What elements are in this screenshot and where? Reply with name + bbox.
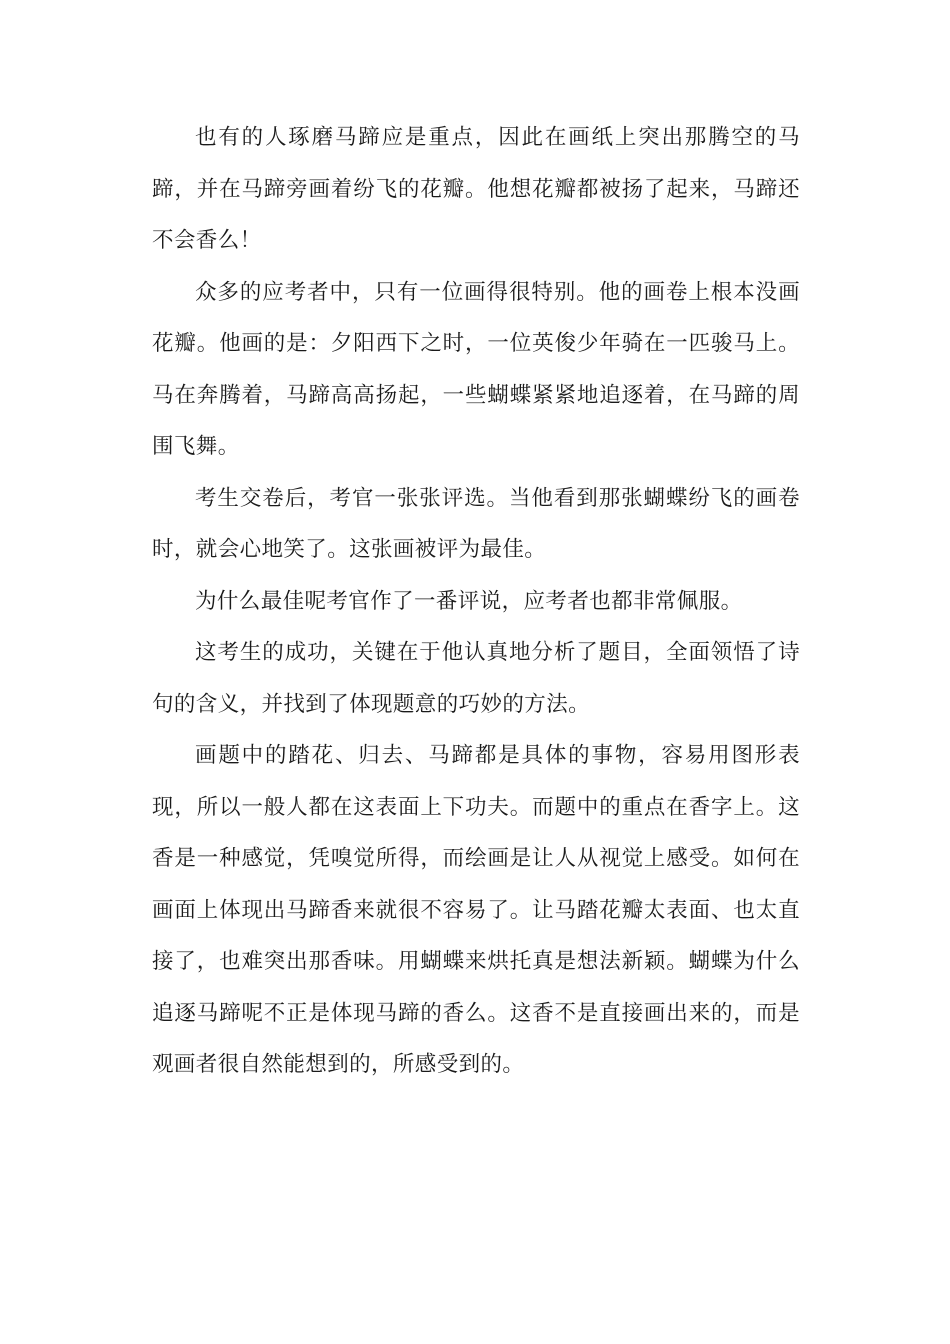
paragraph-line: 蹄，并在马蹄旁画着纷飞的花瓣。他想花瓣都被扬了起来，马蹄还	[152, 176, 800, 202]
paragraph-5	[152, 627, 800, 730]
paragraph-line: 这考生的成功，关键在于他认真地分析了题目，全面领悟了诗	[195, 640, 800, 665]
paragraph-line: 香是一种感觉，凭嗅觉所得，而绘画是让人从视觉上感受。如何在	[152, 846, 800, 871]
paragraph-line: 围飞舞。	[152, 434, 240, 459]
paragraph-line: 为什么最佳呢考官作了一番评说，应考者也都非常佩服。	[195, 588, 743, 614]
paragraph-line: 时，就会心地笑了。这张画被评为最佳。	[152, 537, 547, 562]
paragraph-line: 画面上体现出马蹄香来就很不容易了。让马踏花瓣太表面、也太直	[152, 897, 800, 923]
paragraph-line: 也有的人琢磨马蹄应是重点，因此在画纸上突出那腾空的马	[195, 125, 800, 150]
paragraph-6	[152, 730, 800, 1091]
paragraph-line: 观画者很自然能想到的，所感受到的。	[152, 1052, 525, 1077]
paragraph-3	[152, 473, 800, 576]
paragraph-line: 追逐马蹄呢不正是体现马蹄的香么。这香不是直接画出来的，而是	[152, 1000, 800, 1026]
paragraph-2	[152, 267, 800, 473]
document-body	[152, 112, 800, 1091]
paragraph-line: 马在奔腾着，马蹄高高扬起，一些蝴蝶紧紧地追逐着，在马蹄的周	[152, 382, 800, 408]
paragraph-1	[152, 112, 800, 267]
paragraph-line: 众多的应考者中，只有一位画得很特别。他的画卷上根本没画	[195, 279, 800, 305]
paragraph-line: 接了，也难突出那香味。用蝴蝶来烘托真是想法新颖。蝴蝶为什么	[152, 949, 800, 974]
paragraph-line: 不会香么！	[152, 228, 262, 253]
paragraph-line: 花瓣。他画的是：夕阳西下之时，一位英俊少年骑在一匹骏马上。	[152, 331, 800, 356]
paragraph-line: 画题中的踏花、归去、马蹄都是具体的事物，容易用图形表	[195, 743, 800, 768]
paragraph-line: 现，所以一般人都在这表面上下功夫。而题中的重点在香字上。这	[152, 794, 800, 820]
paragraph-line: 句的含义，并找到了体现题意的巧妙的方法。	[152, 691, 591, 717]
paragraph-4	[152, 576, 800, 628]
paragraph-line: 考生交卷后，考官一张张评选。当他看到那张蝴蝶纷飞的画卷	[195, 485, 800, 511]
